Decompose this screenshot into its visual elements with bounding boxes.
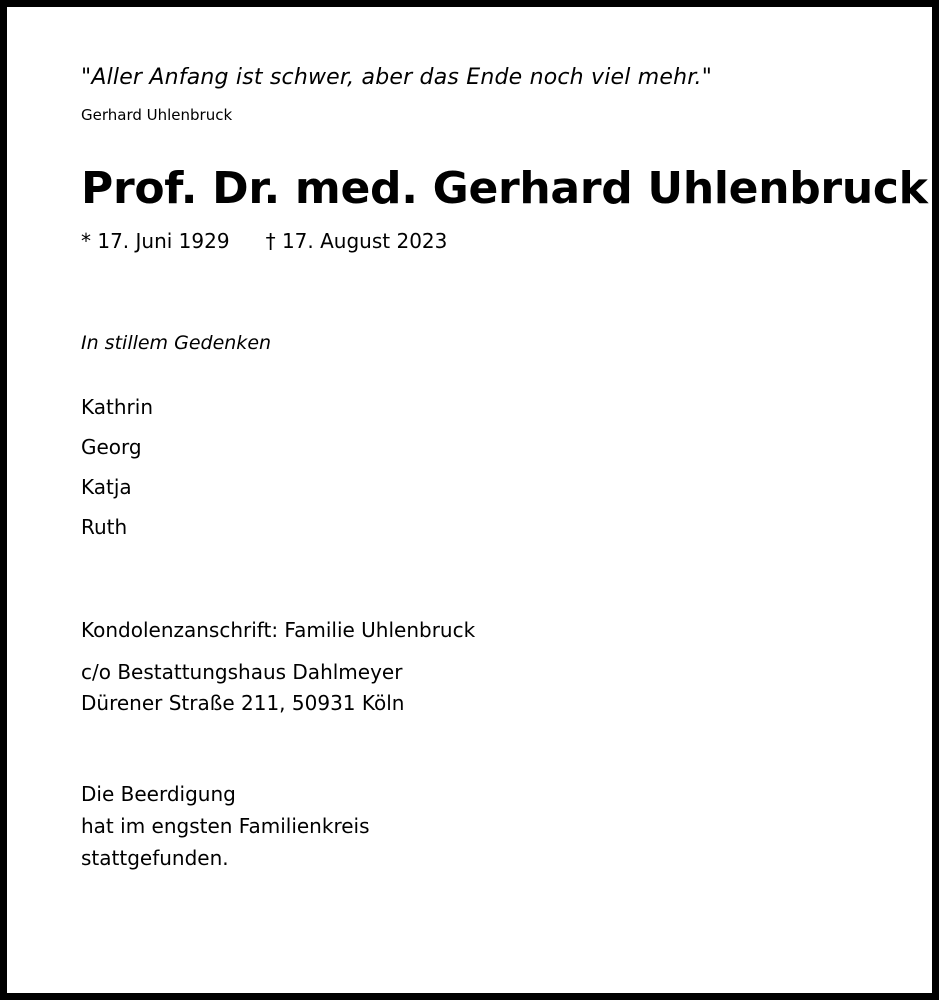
condolence-address-heading: Kondolenzanschrift: Familie Uhlenbruck — [81, 618, 476, 642]
mourners-list — [81, 387, 153, 547]
mourner-name: Georg — [81, 435, 142, 459]
gedenken-heading: In stillem Gedenken — [81, 332, 272, 354]
birth-date: * 17. Juni 1929 — [81, 229, 230, 253]
condolence-address-line: Dürener Straße 211, 50931 Köln — [81, 691, 405, 715]
life-dates — [81, 229, 447, 253]
burial-notice-line: Die Beerdigung — [81, 782, 236, 806]
condolence-address-line: c/o Bestattungshaus Dahlmeyer — [81, 660, 403, 684]
burial-notice-line: stattgefunden. — [81, 846, 229, 870]
condolence-address — [81, 657, 404, 719]
mourner-name: Kathrin — [81, 395, 153, 419]
quote-author: Gerhard Uhlenbruck — [81, 106, 233, 124]
burial-notice — [81, 778, 370, 874]
mourner-name: Katja — [81, 475, 132, 499]
death-date: † 17. August 2023 — [265, 229, 448, 253]
deceased-name: Prof. Dr. med. Gerhard Uhlenbruck — [81, 163, 928, 214]
mourner-name: Ruth — [81, 515, 128, 539]
burial-notice-line: hat im engsten Familienkreis — [81, 814, 370, 838]
quote-text: "Aller Anfang ist schwer, aber das Ende noch viel mehr." — [81, 65, 713, 90]
